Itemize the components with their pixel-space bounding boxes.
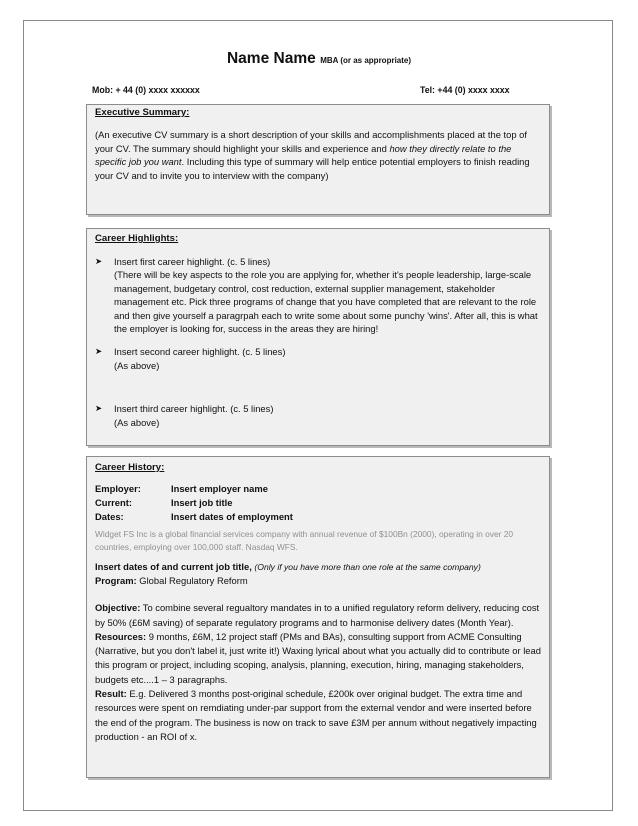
result-text: E.g. Delivered 3 months post-original schedule, £200k over original budget. The extra time and resources were spent on remdiating under-par support from the external vendor and were inserted before the end of the program. The business is now on track to save £3M per annum without negatively impacting production - an ROI of x. [95,688,537,742]
current-label: Current: [95,497,132,508]
executive-summary-text [95,128,541,182]
highlight-title: Insert second career highlight. (c. 5 lines) [114,346,286,358]
arrow-bullet-icon: ➤ [95,403,103,414]
objective-label: Objective: [95,602,141,614]
objective-text: To combine several regualtory mandates in to a unified regulatory reform delivery, reducing cost by 50% (£6M saving) of separate regulatory programs and to harmonise delivery dates (Month Year). [95,602,540,628]
arrow-bullet-icon: ➤ [95,256,103,266]
resources-label: Resources: [95,630,147,642]
job-title-line [95,560,541,574]
mobile-number: Mob: + 44 (0) xxxx xxxxxx [92,85,200,95]
arrow-bullet-icon: ➤ [95,346,103,357]
result-paragraph [95,687,541,744]
highlight-item [95,402,541,429]
program-line [95,574,541,588]
summary-text-part2: . Including this type of summary will help entice potential employers to finish reading your CV and to invite you to interview with the company) [95,156,530,181]
career-history-heading: Career History: [95,462,165,473]
highlight-item [95,255,541,335]
employer-value: Insert employer name [171,483,268,494]
program-label: Program: [95,575,137,586]
qualification: MBA (or as appropriate) [320,56,412,65]
summary-text-part1: (An executive CV summary is a short description of your skills and accomplishments placed at the top of your CV. The summary should highlight your skills and experience and [95,129,527,154]
employer-row [95,482,541,496]
job-title-note: (Only if you have more than one role at the same company) [254,562,481,572]
career-highlights-box [86,228,550,446]
dates-value: Insert dates of employment [171,511,293,522]
candidate-name: Name Name [226,50,316,67]
resources-paragraph [95,630,541,644]
highlight-item [95,345,541,372]
company-description: Widget FS Inc is a global financial services company with annual revenue of $100Bn (2000), operating in over 20 countries, employing over 100,000 staff. Nasdaq WFS. [95,529,514,552]
current-row [95,496,541,510]
highlight-title: Insert third career highlight. (c. 5 lines) [114,403,274,415]
telephone-number: Tel: +44 (0) xxxx xxxx [420,85,510,95]
job-title-text: Insert dates of and current job title, [95,561,252,572]
employment-details [95,482,541,524]
current-value: Insert job title [171,497,233,508]
highlight-title: Insert first career highlight. (c. 5 lines) [114,256,271,267]
dates-row [95,510,541,524]
highlight-detail: (There will be key aspects to the role you are applying for, whether it's people leadership, large-scale management, budgetary control, cost reduction, external supplier management, stakeholder management etc. Pick three programs of change that you have completed that are relevant to the role and then give yourself a paragrpah each to write some about some punchy 'wins'. After all, this is what the employer is looking for, success in the areas they are hiring! [114,269,538,335]
result-label: Result: [95,688,127,700]
dates-label: Dates: [95,511,124,522]
executive-summary-box [86,104,550,215]
objective-paragraph [95,601,541,630]
career-history-box [86,456,550,778]
career-highlights-heading: Career Highlights: [95,233,179,244]
resources-text: 9 months, £6M, 12 project staff (PMs and BAs), consulting support from ACME Consulting [148,630,522,642]
program-value: Global Regulatory Reform [139,575,248,586]
name-header [0,50,638,68]
highlight-detail: (As above) [114,359,160,371]
employer-label: Employer: [95,483,141,494]
summary-text-italic: how they directly relate to the specific job you want [95,142,512,168]
executive-summary-heading: Executive Summary: [95,107,190,118]
highlight-detail: (As above) [114,416,160,428]
narrative-paragraph: (Narrative, but you don't label it, just write it!) Waxing lyrical about what you actually did to contribute or lead this program or project, including scoping, analysis, planning, execution, hiring, managing stakeholders, budgets etc....1 – 3 paragraphs. [95,645,541,685]
